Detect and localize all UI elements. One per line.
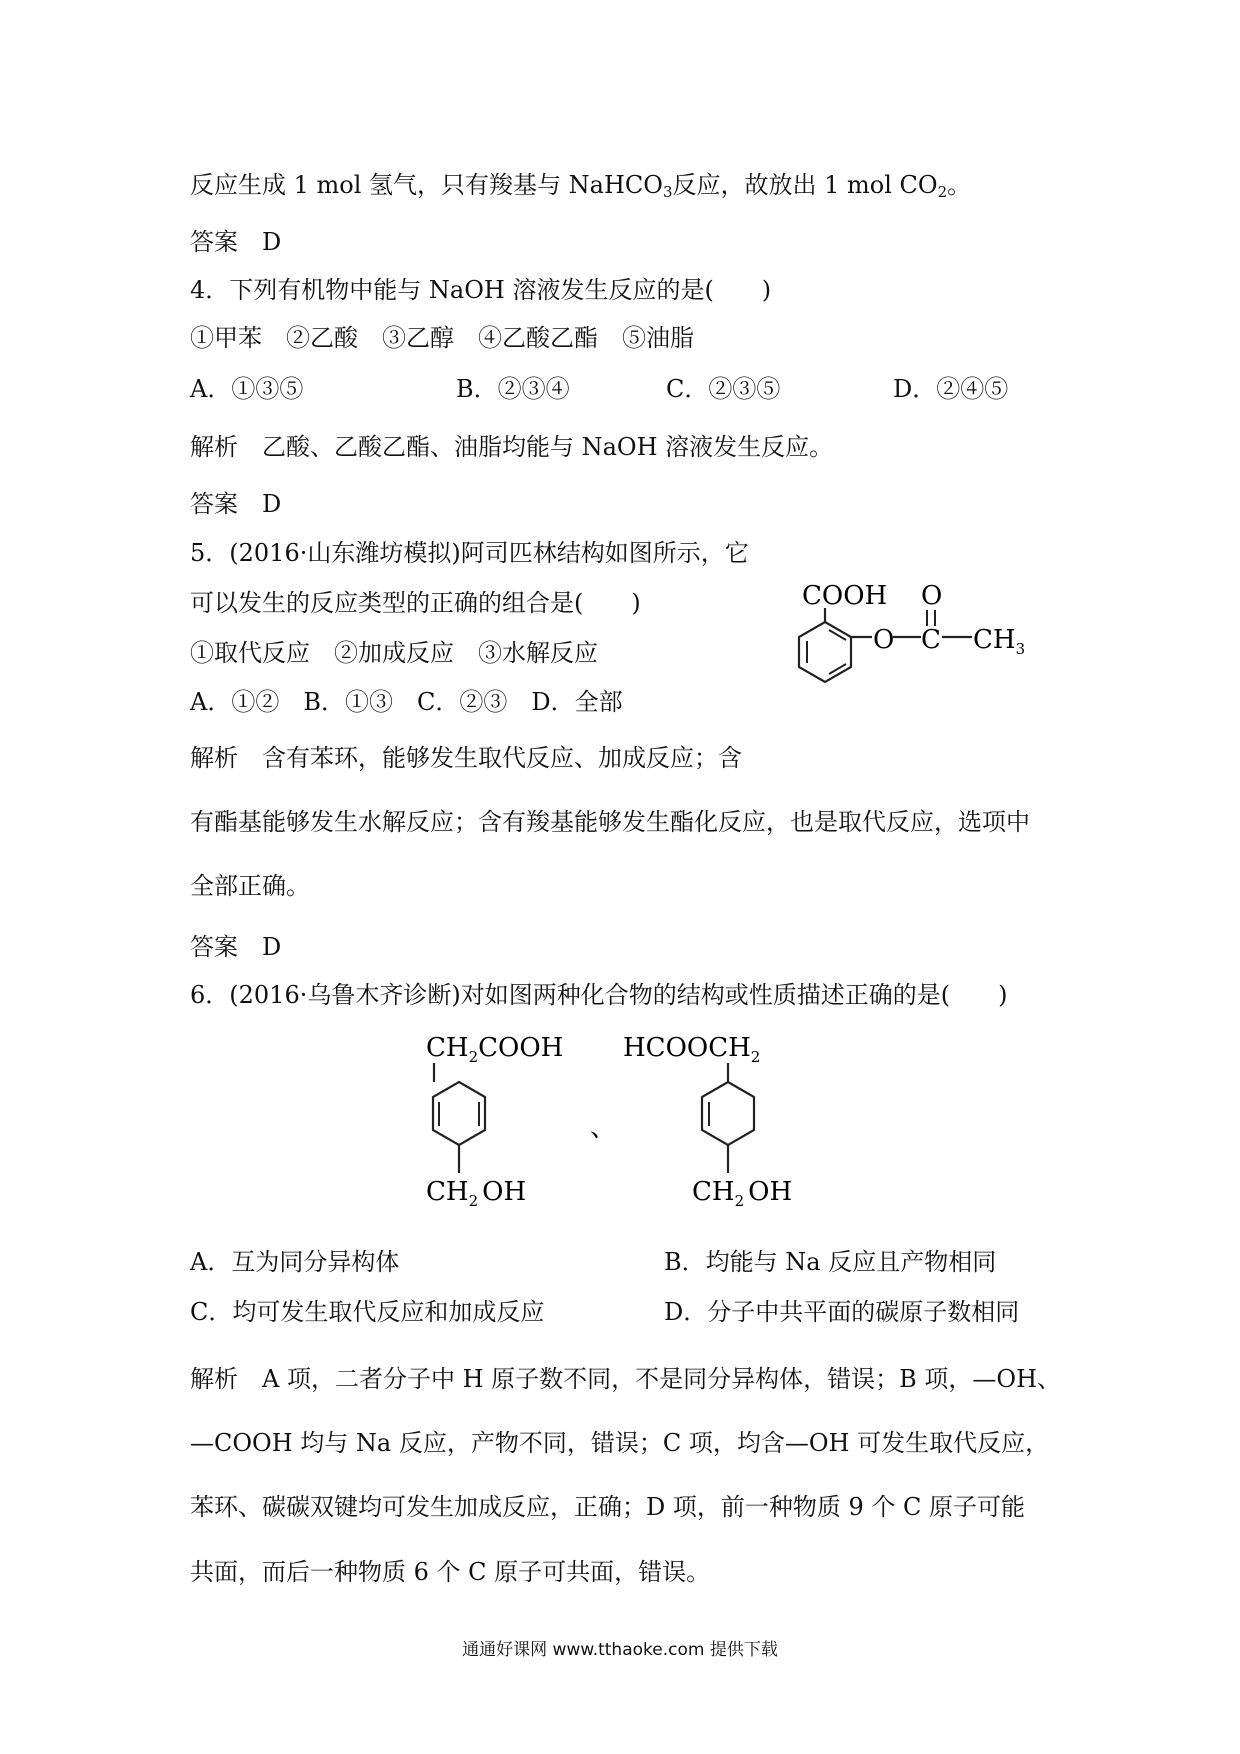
carbonyl-carbon-label: C (921, 625, 941, 655)
text-fragment: 。 (947, 171, 972, 199)
explanation-6-line4: 共面，而后一种物质 6 个 C 原子可共面，错误。 (190, 1558, 711, 1586)
compound1-top-label: $CH_2COOH$ (426, 1033, 564, 1066)
question-4-items: ①甲苯 ②乙酸 ③乙醇 ④乙酸乙酯 ⑤油脂 (190, 324, 694, 352)
compound-structures (420, 1030, 880, 1230)
explanation-6-line1: 解析 A 项，二者分子中 H 原子数不同，不是同分异构体，错误；B 项，—OH、 (190, 1365, 1062, 1393)
explanation-5-line1: 解析 含有苯环，能够发生取代反应、加成反应；含 (190, 744, 742, 772)
carbonyl-oxygen-label: O (921, 581, 943, 611)
subscript: 3 (662, 183, 673, 201)
cooh-label: COOH (802, 581, 888, 611)
text-fragment: 反应生成 1 mol 氢气，只有羧基与 NaHCO (190, 171, 663, 199)
question-5-items: ①取代反应 ②加成反应 ③水解反应 (190, 639, 598, 667)
aspirin-structure (780, 580, 1070, 720)
footer-watermark: 通通好课网 www.tthaoke.com 提供下载 (462, 1640, 778, 1660)
compound1-bottom-label: $CH_2$ OH (426, 1177, 527, 1210)
ester-oxygen-label: O (873, 625, 895, 655)
text-line (190, 168, 971, 209)
subscript: 2 (937, 183, 948, 201)
question-5: 5．(2016·山东潍坊模拟)阿司匹林结构如图所示，它 (190, 539, 749, 567)
option-a: A．①③⑤ (190, 375, 304, 403)
option-d: D．分子中共平面的碳原子数相同 (664, 1298, 1020, 1326)
answer-line: 答案 D (190, 228, 282, 256)
option-b: B．②③④ (456, 375, 570, 403)
text-fragment: 反应，故放出 1 mol CO (672, 171, 938, 199)
question-6: 6．(2016·乌鲁木齐诊断)对如图两种化合物的结构或性质描述正确的是( ) (190, 981, 1008, 1009)
option-d: D．②④⑤ (893, 375, 1009, 403)
explanation-6-line3: 苯环、碳碳双键均可发生加成反应，正确；D 项，前一种物质 9 个 C 原子可能 (190, 1493, 1026, 1521)
answer-line: 答案 D (190, 490, 282, 518)
compound2-top-label: $HCOOCH_2$ (623, 1033, 761, 1066)
compound2-bottom-label: $CH_2$ OH (692, 1177, 793, 1210)
explanation-6-line2: —COOH 均与 Na 反应，产物不同，错误；C 项，均含—OH 可发生取代反应， (190, 1429, 1050, 1457)
explanation-4: 解析 乙酸、乙酸乙酯、油脂均能与 NaOH 溶液发生反应。 (190, 433, 834, 461)
separator-comma: 、 (590, 1113, 617, 1143)
explanation-5-line3: 全部正确。 (190, 872, 310, 900)
methyl-label: $CH_3$ (973, 625, 1026, 658)
option-c: C．②③⑤ (666, 375, 781, 403)
answer-line: 答案 D (190, 933, 282, 961)
question-4: 4．下列有机物中能与 NaOH 溶液发生反应的是( ) (190, 276, 772, 304)
explanation-5-line2: 有酯基能够发生水解反应；含有羧基能够发生酯化反应，也是取代反应，选项中 (190, 808, 1030, 836)
option-b: B．均能与 Na 反应且产物相同 (664, 1248, 997, 1276)
question-5-line2: 可以发生的反应类型的正确的组合是( ) (190, 589, 641, 617)
option-a: A．互为同分异构体 (190, 1248, 400, 1276)
question-5-options: A．①② B．①③ C．②③ D．全部 (190, 688, 623, 716)
option-c: C．均可发生取代反应和加成反应 (190, 1298, 545, 1326)
